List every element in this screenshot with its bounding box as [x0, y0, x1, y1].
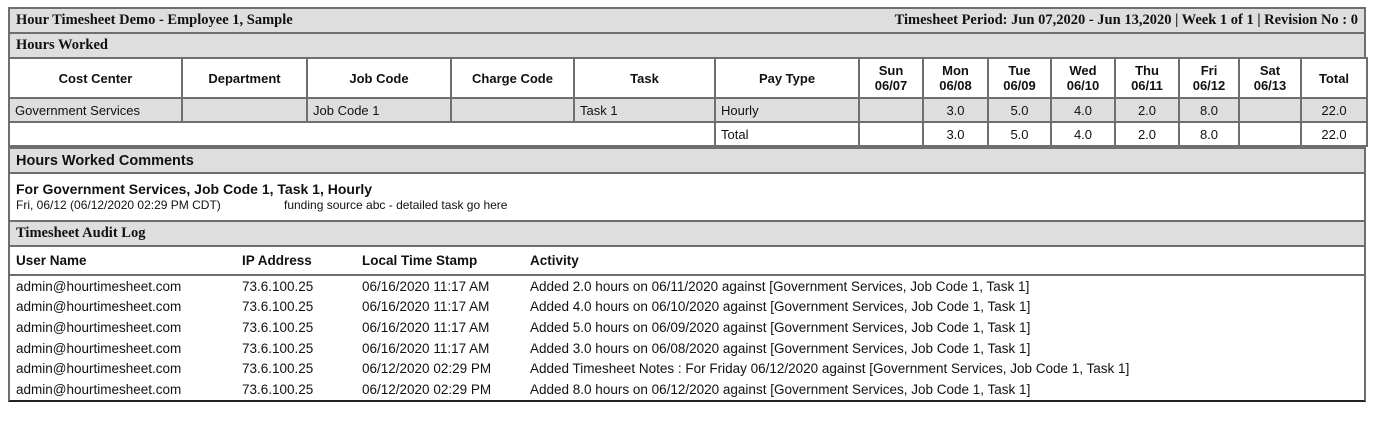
hours-header-row: [9, 58, 1367, 98]
task-cell: Task 1: [574, 98, 715, 122]
activity-cell: Added 3.0 hours on 06/08/2020 against [Government Services, Job Code 1, Task 1]: [530, 340, 1031, 356]
table-row: [10, 317, 1364, 338]
timestamp-cell: 06/12/2020 02:29 PM: [362, 381, 492, 397]
col-sat: Sat 06/13: [1239, 58, 1301, 98]
timestamp-cell: 06/16/2020 11:17 AM: [362, 278, 490, 294]
activity-cell: Added 4.0 hours on 06/10/2020 against [Government Services, Job Code 1, Task 1]: [530, 299, 1031, 315]
col-ip-address: IP Address: [236, 247, 356, 275]
comments-body: [8, 174, 1366, 220]
table-row: [10, 275, 1364, 297]
activity-cell: Added 8.0 hours on 06/12/2020 against [Government Services, Job Code 1, Task 1]: [530, 381, 1031, 397]
col-local-time-stamp: Local Time Stamp: [356, 247, 524, 275]
col-department: Department: [182, 58, 307, 98]
comment-text: funding source abc - detailed task go here: [284, 198, 508, 212]
section-title: Hours Worked: [16, 37, 108, 53]
sun-hours-cell: [859, 98, 923, 122]
table-row: [10, 379, 1364, 400]
col-thu: Thu 06/11: [1115, 58, 1179, 98]
ip-address-cell: 73.6.100.25: [242, 299, 314, 315]
activity-cell: Added 5.0 hours on 06/09/2020 against [Government Services, Job Code 1, Task 1]: [530, 319, 1031, 335]
totals-row: [9, 122, 1367, 146]
fri-total-cell: 8.0: [1179, 122, 1239, 146]
col-sun: Sun 06/07: [859, 58, 923, 98]
col-task: Task: [574, 58, 715, 98]
timestamp-cell: 06/16/2020 11:17 AM: [362, 319, 490, 335]
user-name-cell: admin@hourtimesheet.com: [16, 299, 182, 315]
wed-total-cell: 4.0: [1051, 122, 1115, 146]
col-mon: Mon 06/08: [923, 58, 988, 98]
sat-hours-cell: [1239, 98, 1301, 122]
col-wed: Wed 06/10: [1051, 58, 1115, 98]
comment-timestamp: Fri, 06/12 (06/12/2020 02:29 PM CDT): [16, 198, 221, 212]
report-header: [8, 7, 1366, 34]
charge-code-cell: [451, 98, 574, 122]
comments-section-header: [8, 147, 1366, 174]
col-job-code: Job Code: [307, 58, 451, 98]
sun-total-cell: [859, 122, 923, 146]
user-name-cell: admin@hourtimesheet.com: [16, 278, 182, 294]
table-row: [10, 338, 1364, 359]
col-activity: Activity: [524, 247, 1364, 275]
audit-log-section-header: [8, 220, 1366, 247]
audit-log-table: [10, 247, 1364, 400]
thu-total-cell: 2.0: [1115, 122, 1179, 146]
user-name-cell: admin@hourtimesheet.com: [16, 361, 182, 377]
hours-worked-table: [8, 57, 1368, 147]
timesheet-period: Timesheet Period: Jun 07,2020 - Jun 13,2020 | Week 1 of 1 | Revision No : 0: [894, 12, 1358, 28]
timestamp-cell: 06/12/2020 02:29 PM: [362, 361, 492, 377]
user-name-cell: admin@hourtimesheet.com: [16, 381, 182, 397]
ip-address-cell: 73.6.100.25: [242, 278, 314, 294]
section-title: Timesheet Audit Log: [16, 225, 146, 241]
cost-center-cell: Government Services: [9, 98, 182, 122]
col-cost-center: Cost Center: [9, 58, 182, 98]
grand-total-cell: 22.0: [1301, 122, 1367, 146]
hours-worked-section-header: [8, 32, 1366, 59]
activity-cell: Added Timesheet Notes : For Friday 06/12/2020 against [Government Services, Job Code 1, Task 1]: [530, 361, 1130, 377]
row-total-cell: 22.0: [1301, 98, 1367, 122]
pay-type-cell: Hourly: [715, 98, 859, 122]
thu-hours-cell: 2.0: [1115, 98, 1179, 122]
mon-hours-cell: 3.0: [923, 98, 988, 122]
timestamp-cell: 06/16/2020 11:17 AM: [362, 299, 490, 315]
ip-address-cell: 73.6.100.25: [242, 381, 314, 397]
comment-entry: [16, 198, 1358, 212]
table-row: [10, 297, 1364, 318]
totals-label: Total: [715, 122, 859, 146]
ip-address-cell: 73.6.100.25: [242, 361, 314, 377]
col-fri: Fri 06/12: [1179, 58, 1239, 98]
ip-address-cell: 73.6.100.25: [242, 340, 314, 356]
timesheet-report: [8, 7, 1366, 402]
audit-header-row: [10, 247, 1364, 275]
ip-address-cell: 73.6.100.25: [242, 319, 314, 335]
timestamp-cell: 06/16/2020 11:17 AM: [362, 340, 490, 356]
sat-total-cell: [1239, 122, 1301, 146]
col-user-name: User Name: [10, 247, 236, 275]
user-name-cell: admin@hourtimesheet.com: [16, 319, 182, 335]
audit-log: [8, 247, 1366, 402]
report-title: Hour Timesheet Demo - Employee 1, Sample: [16, 12, 293, 28]
department-cell: [182, 98, 307, 122]
wed-hours-cell: 4.0: [1051, 98, 1115, 122]
col-pay-type: Pay Type: [715, 58, 859, 98]
comment-heading: For Government Services, Job Code 1, Task 1, Hourly: [16, 181, 373, 197]
col-charge-code: Charge Code: [451, 58, 574, 98]
col-total: Total: [1301, 58, 1367, 98]
user-name-cell: admin@hourtimesheet.com: [16, 340, 182, 356]
section-title: Hours Worked Comments: [16, 152, 194, 169]
totals-spacer: [9, 122, 715, 146]
activity-cell: Added 2.0 hours on 06/11/2020 against [Government Services, Job Code 1, Task 1]: [530, 278, 1030, 294]
col-tue: Tue 06/09: [988, 58, 1051, 98]
table-row: [10, 358, 1364, 379]
table-row: [9, 98, 1367, 122]
fri-hours-cell: 8.0: [1179, 98, 1239, 122]
mon-total-cell: 3.0: [923, 122, 988, 146]
job-code-cell: Job Code 1: [307, 98, 451, 122]
tue-hours-cell: 5.0: [988, 98, 1051, 122]
tue-total-cell: 5.0: [988, 122, 1051, 146]
